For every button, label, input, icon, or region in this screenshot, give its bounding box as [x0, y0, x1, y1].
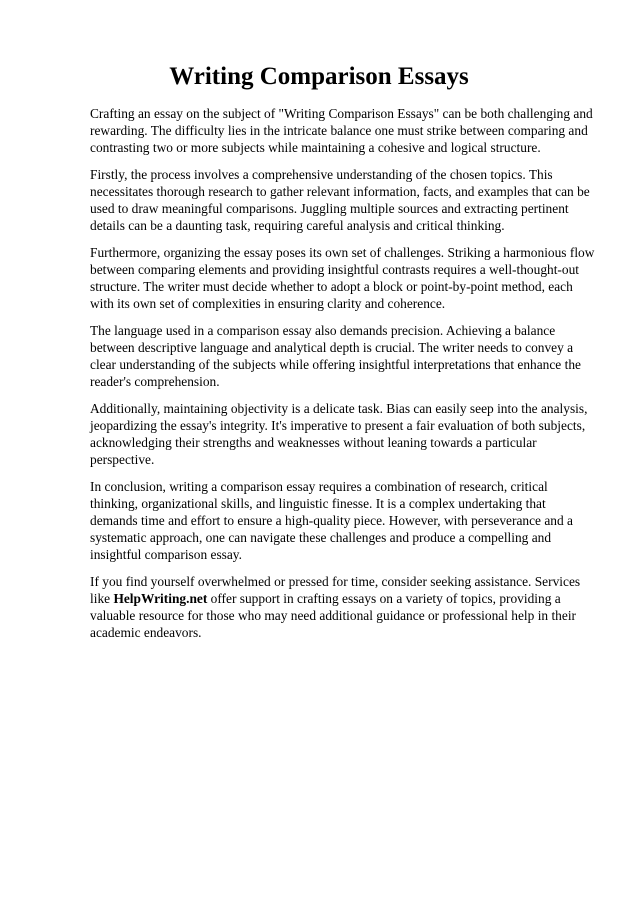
paragraph-intro: Crafting an essay on the subject of "Writing Comparison Essays" can be both challenging and rewarding. The difficulty lies in the intricate balance one must strike between comparing and contrasting two or more subjects while maintaining a cohesive and logical structure. [90, 106, 593, 155]
document-body [90, 105, 595, 651]
brand-name: HelpWriting.net [113, 591, 208, 606]
assistance-lead-text: If you find yourself overwhelmed or pressed for time, consider seeking assistance. Services like [90, 574, 581, 606]
paragraph-research: Firstly, the process involves a comprehensive understanding of the chosen topics. This necessitates thorough research to gather relevant information, facts, and examples that can be used to draw meaningful comparisons. Juggling multiple sources and extracting pertinent details can be a daunting task, requiring careful analysis and critical thinking. [90, 167, 590, 233]
paragraph-conclusion: In conclusion, writing a comparison essay requires a combination of research, critical thinking, organizational skills, and linguistic finesse. It is a complex undertaking that demands time and effort to ensure a high-quality piece. However, with perseverance and a systematic approach, one can navigate these challenges and produce a compelling and insightful comparison essay. [90, 479, 573, 562]
paragraph-assistance [90, 573, 595, 641]
paragraph-objectivity: Additionally, maintaining objectivity is a delicate task. Bias can easily seep into the analysis, jeopardizing the essay's integrity. It's imperative to present a fair evaluation of both subjects, acknowledging their strengths and weaknesses without leaning towards a particular perspective. [90, 401, 588, 467]
paragraph-language: The language used in a comparison essay also demands precision. Achieving a balance between descriptive language and analytical depth is crucial. The writer needs to convey a clear understanding of the subjects while offering insightful interpretations that enhance the reader's comprehension. [90, 323, 581, 389]
document-title: Writing Comparison Essays [169, 63, 469, 90]
paragraph-organization: Furthermore, organizing the essay poses its own set of challenges. Striking a harmonious flow between comparing elements and providing insightful contrasts requires a well-thought-out structure. The writer must decide whether to adopt a block or point-by-point method, each with its own set of complexities in ensuring clarity and coherence. [90, 245, 595, 311]
assistance-rest-text: offer support in crafting essays on a variety of topics, providing a valuable resource for those who may need additional guidance or professional help in their academic endeavors. [90, 591, 576, 640]
